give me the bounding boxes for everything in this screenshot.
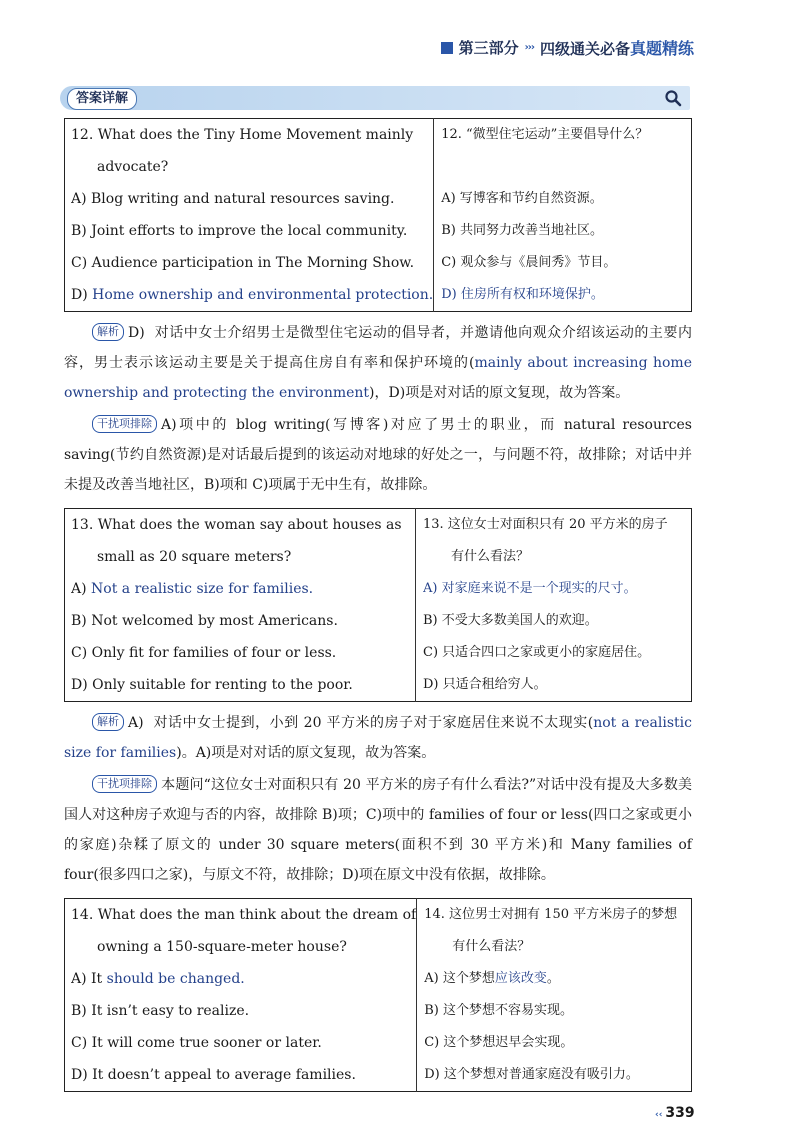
answer-explanation-label: 答案详解 [67, 88, 137, 110]
search-icon [664, 89, 682, 107]
analysis-quote: mainly about increasing home ownership and protecting the environment [64, 355, 692, 401]
analysis-text-end: )，D)项是对对话的原文复现，故为答案。 [369, 385, 630, 401]
section-square-icon [441, 42, 453, 54]
option-d-highlight: Home ownership and environmental protection. [92, 287, 434, 303]
question-13-chinese [416, 509, 692, 702]
question-stem: 13. What does the woman say about houses as [71, 517, 402, 533]
question-stem-zh-cont: 有什么看法？ [452, 939, 531, 954]
distractor-tag: 干扰项排除 [92, 775, 157, 793]
question-12-english [65, 119, 434, 312]
option-b-zh: B) 共同努力改善当地社区。 [441, 223, 603, 238]
question-stem-cont: small as 20 square meters? [97, 549, 292, 565]
distractor-text: 本题问“这位女士对面积只有 20 平方米的房子有什么看法?”对话中没有提及大多数美国人对这种房子欢迎与否的内容，故排除 B)项；C)项中的 families of four or less(四口之家或更小的家庭)杂糅了原文的 under 30 square meters(面积不到 30 平方米)和 Many families of four(很多四口之家)，与原文不符，故排除；D)项在原文中没有依据，故排除。 [64, 777, 692, 883]
page-number-value: 339 [665, 1105, 695, 1121]
question-stem: 12. What does the Tiny Home Movement mainly [71, 127, 414, 143]
header-part: 第三部分 [458, 39, 519, 57]
option-a-zh: A) 写博客和节约自然资源。 [441, 191, 603, 206]
option-a: A) Blog writing and natural resources saving. [71, 191, 395, 207]
spacer [441, 151, 691, 183]
question-stem-cont: owning a 150-square-meter house? [97, 939, 347, 955]
header-arrows: ››› [524, 42, 534, 53]
distractor-paragraph [64, 410, 692, 500]
question-14-chinese [417, 899, 692, 1092]
option-b: B) It isn’t easy to realize. [71, 1003, 250, 1019]
page-header [441, 36, 694, 59]
option-d-zh: D) 只适合租给穷人。 [423, 677, 547, 692]
question-stem-zh-cont: 有什么看法？ [451, 549, 530, 564]
page-arrows: ‹‹ [655, 1110, 663, 1120]
question-13-table [64, 508, 692, 702]
header-title: 四级通关必备真题精练 [539, 39, 694, 58]
option-a: A) Not a realistic size for families. [71, 581, 314, 597]
question-14-english [65, 899, 417, 1092]
analysis-paragraph [64, 708, 692, 768]
answer-explanation-bar [60, 86, 690, 110]
option-a-highlight: Not a realistic size for families. [91, 581, 314, 597]
distractor-paragraph [64, 770, 692, 890]
question-stem: 14. What does the man think about the dream of [71, 907, 417, 923]
question-13-english [65, 509, 416, 702]
option-c: C) It will come true sooner or later. [71, 1035, 322, 1051]
question-stem-cont: advocate? [97, 159, 169, 175]
analysis-paragraph [64, 318, 692, 408]
option-d: D) Only suitable for renting to the poor. [71, 677, 353, 693]
option-a-zh: A) 这个梦想应该改变。 [424, 971, 560, 986]
analysis-text: 对话中女士提到，小到 20 平方米的房子对于家庭居住来说不太现实( [153, 715, 594, 731]
analysis-text: 对话中女士介绍男士是微型住宅运动的倡导者，并邀请他向观众介绍该运动的主要内容，男士表示该运动主要是关于提高住房自有率和保护环境的( [64, 325, 693, 371]
analysis-answer: A) [128, 715, 144, 731]
option-c-zh: C) 只适合四口之家或更小的家庭居住。 [423, 645, 651, 660]
distractor-tag: 干扰项排除 [92, 415, 157, 433]
option-b-zh: B) 不受大多数美国人的欢迎。 [423, 613, 598, 628]
option-c-zh: C) 这个梦想迟早会实现。 [424, 1035, 574, 1050]
option-d-zh: D) 这个梦想对普通家庭没有吸引力。 [424, 1067, 639, 1082]
option-d-zh: D) 住房所有权和环境保护。 [441, 287, 604, 302]
analysis-answer: D) [128, 325, 145, 341]
option-d: D) It doesn’t appeal to average families. [71, 1067, 356, 1083]
distractor-text: A)项中的 blog writing(写博客)对应了男士的职业，而 natural resources saving(节约自然资源)是对话最后提到的该运动对地球的好处之一，与问题不符，故排除；对话中并未提及改善当地社区，B)项和 C)项属于无中生有，故排除。 [64, 417, 692, 493]
option-a: A) It should be changed. [71, 971, 245, 987]
question-13-explanation [64, 708, 692, 890]
question-12-table [64, 118, 692, 312]
question-12-chinese [434, 119, 692, 312]
question-stem-zh: 14. 这位男士对拥有 150 平方米房子的梦想 [424, 907, 678, 922]
question-12-explanation [64, 318, 692, 500]
question-stem-zh: 13. 这位女士对面积只有 20 平方米的房子 [423, 517, 668, 532]
option-b: B) Joint efforts to improve the local community. [71, 223, 408, 239]
option-a-highlight: should be changed. [106, 971, 245, 987]
question-stem-zh: 12. “微型住宅运动”主要倡导什么？ [441, 127, 649, 142]
option-c-zh: C) 观众参与《晨间秀》节目。 [441, 255, 617, 270]
option-c: C) Only fit for families of four or less. [71, 645, 337, 661]
page-number [655, 1105, 695, 1121]
analysis-tag: 解析 [92, 323, 124, 341]
analysis-quote: not a realistic size for families [64, 715, 692, 761]
option-d: D) Home ownership and environmental protection. [71, 287, 434, 303]
analysis-text-end: )。A)项是对对话的原文复现，故为答案。 [176, 745, 436, 761]
option-c: C) Audience participation in The Morning Show. [71, 255, 415, 271]
option-a-zh: A) 对家庭来说不是一个现实的尺寸。 [423, 581, 637, 596]
option-b: B) Not welcomed by most Americans. [71, 613, 338, 629]
option-b-zh: B) 这个梦想不容易实现。 [424, 1003, 573, 1018]
option-a-zh-highlight: 应该改变 [494, 971, 547, 986]
question-14-table [64, 898, 692, 1092]
analysis-tag: 解析 [92, 713, 124, 731]
